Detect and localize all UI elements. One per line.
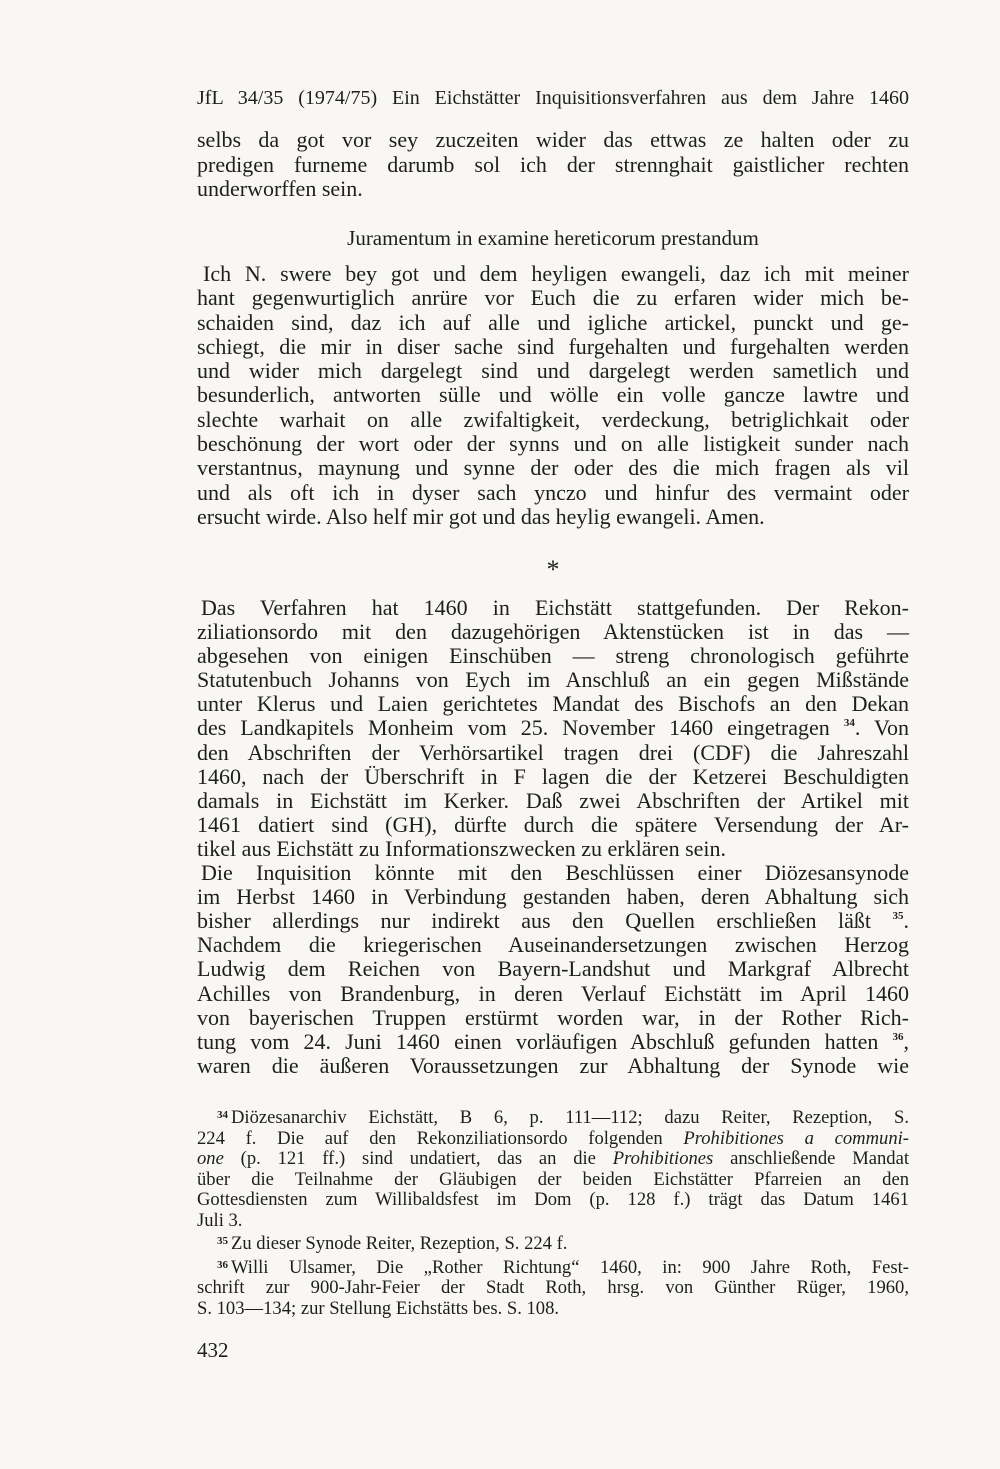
text-line: im Herbst 1460 in Verbindung gestanden haben, deren Abhaltung sich (197, 884, 909, 910)
text-segment: anschließende Mandat (713, 1148, 909, 1169)
text-segment: , (903, 1028, 910, 1054)
text-line: 1461 datiert sind (GH), dürfte durch die spätere Versendung der Ar- (197, 811, 909, 837)
text-segment: . Von (854, 715, 909, 741)
text-segment: (p. 121 ff.) sind undatiert, das an die (223, 1148, 613, 1169)
text-line (197, 1030, 909, 1054)
text-line: Ich N. swere bey got und dem heyligen ewangeli, daz ich mit meiner (203, 261, 909, 286)
footnote-mark: 36 (217, 1258, 228, 1271)
text-line: underworffen sein. (197, 176, 363, 201)
footnote-35-line (197, 1231, 909, 1255)
footnote-34-line: Gottesdiensten zum Willibaldsfest im Dom (p. 128 f.) trägt das Datum 1461 (197, 1189, 909, 1210)
text-segment: tung vom 24. Juni 1460 einen vorläufigen Abschluß gefunden hatten (197, 1028, 879, 1054)
text-segment: Willi Ulsamer, Die „Rother Richtung“ 1460, in: 900 Jahre Roth, Fest- (231, 1256, 909, 1278)
footnote-34-line (197, 1129, 909, 1150)
text-line (197, 716, 909, 740)
footnote-34-line (197, 1105, 909, 1129)
text-segment: des Landkapitels Monheim vom 25. November 1460 eingetragen (197, 715, 830, 741)
footnote-36-line: S. 103—134; zur Stellung Eichstätts bes. S. 108. (197, 1297, 560, 1319)
footnotes (197, 1105, 909, 1319)
text-line: damals in Eichstätt im Kerker. Daß zwei Abschriften der Artikel mit (197, 787, 909, 813)
text-line: abgesehen von einigen Einschüben — streng chronologisch geführte (197, 643, 909, 669)
intro-paragraph (197, 128, 909, 202)
footnote-36-line: schrift zur 900-Jahr-Feier der Stadt Roth, hrsg. von Günther Rüger, 1960, (197, 1277, 909, 1298)
footnote-ref-35[interactable]: 35 (892, 910, 904, 923)
text-segment: 224 f. Die auf den Rekonziliationsordo folgenden (197, 1127, 684, 1149)
text-line: 1460, nach der Überschrift in F lagen die der Ketzerei Beschuldigten (197, 763, 909, 789)
text-line: Achilles von Brandenburg, in deren Verlauf Eichstätt im April 1460 (197, 980, 909, 1006)
text-line: unter Klerus und Laien gerichtetes Mandat des Bischofs an den Dekan (197, 691, 909, 717)
text-line: Statutenbuch Johanns von Eych im Anschluß an ein gegen Mißstände (197, 667, 909, 693)
running-header: JfL 34/35 (1974/75) Ein Eichstätter Inquisitionsverfahren aus dem Jahre 1460 (197, 87, 909, 109)
text-line: den Abschriften der Verhörsartikel tragen drei (CDF) die Jahreszahl (197, 739, 909, 765)
footnote-ref-36[interactable]: 36 (892, 1030, 904, 1043)
text-line: schiegt, die mir in diser sache sind furgehalten und furgehalten werden (197, 333, 909, 359)
text-line: Ludwig dem Reichen von Bayern-Landshut und Markgraf Albrecht (197, 956, 909, 982)
oath-paragraph (197, 262, 909, 529)
footnote-ref-34[interactable]: 34 (843, 717, 855, 730)
italic-title: Prohibitiones (612, 1148, 714, 1169)
footnote-34-line: über die Teilnahme der Gläubigen der beiden Eichstätter Pfarreien an den (197, 1168, 909, 1190)
text-line: hant gegenwurtiglich anrüre vor Euch die zu erfaren wider mich be- (197, 285, 909, 311)
text-segment: Zu dieser Synode Reiter, Rezeption, S. 224 f. (231, 1233, 568, 1254)
text-segment: bisher allerdings nur indirekt aus den Quellen erschließen läßt (197, 908, 872, 934)
footnote-36-line (197, 1255, 909, 1279)
text-line: Die Inquisition könnte mit den Beschlüssen einer Diözesansynode (201, 860, 909, 886)
text-line: besunderlich, antworten sülle und wölle ein volle gancze lawtre und (197, 382, 909, 408)
footnote-mark: 35 (217, 1235, 228, 1247)
body-text (197, 596, 909, 1078)
footnote-mark: 34 (217, 1109, 228, 1121)
text-line: und wider mich dargelegt sind und dargelegt werden sametlich und (197, 358, 909, 384)
section-separator: * (546, 555, 560, 584)
text-line: schaiden sind, daz ich auf alle und igliche artickel, punckt und ge- (197, 309, 909, 335)
text-line: predigen furneme darumb sol ich der strennghait gaistlicher rechten (197, 151, 909, 177)
text-line: beschönung der wort oder der synns und on alle listigkeit sunder nach (197, 431, 909, 457)
text-line: waren die äußeren Voraussetzungen zur Abhaltung der Synode wie (197, 1052, 909, 1078)
page-number: 432 (197, 1338, 229, 1362)
text-line: und als oft ich in dyser sach ynczo und hinfur des vermaint oder (197, 479, 909, 505)
text-line: von bayerischen Truppen erstürmt worden war, in der Rother Rich- (197, 1004, 909, 1030)
text-line (197, 909, 909, 933)
italic-title: one (197, 1148, 224, 1169)
footnote-34-line (197, 1149, 909, 1170)
section-heading: Juramentum in examine hereticorum prestandum (347, 226, 759, 250)
text-segment: Diözesanarchiv Eichstätt, B 6, p. 111—112; dazu Reiter, Rezeption, S. (231, 1107, 909, 1128)
text-line: Nachdem die kriegerischen Auseinandersetzungen zwischen Herzog (197, 932, 909, 958)
text-line: ersucht wirde. Also helf mir got und das heylig ewangeli. Amen. (197, 503, 765, 529)
text-line: selbs da got vor sey zuczeiten wider das ettwas ze halten oder zu (197, 127, 909, 152)
text-segment: . (903, 908, 909, 934)
text-line: verstantnus, maynung und synne der oder des die mich fragen als vil (197, 455, 909, 481)
text-line: Das Verfahren hat 1460 in Eichstätt stattgefunden. Der Rekon- (201, 595, 909, 620)
text-line: slechte warhait on alle zwifaltigkeit, verdeckung, betriglichkait oder (197, 406, 909, 432)
text-line: ziliationsordo mit den dazugehörigen Aktenstücken ist in das — (197, 619, 909, 645)
italic-title: Prohibitiones a communi- (683, 1127, 909, 1149)
text-line: tikel aus Eichstätt zu Informationszwecken zu erklären sein. (197, 835, 727, 861)
footnote-34-line: Juli 3. (197, 1209, 243, 1231)
